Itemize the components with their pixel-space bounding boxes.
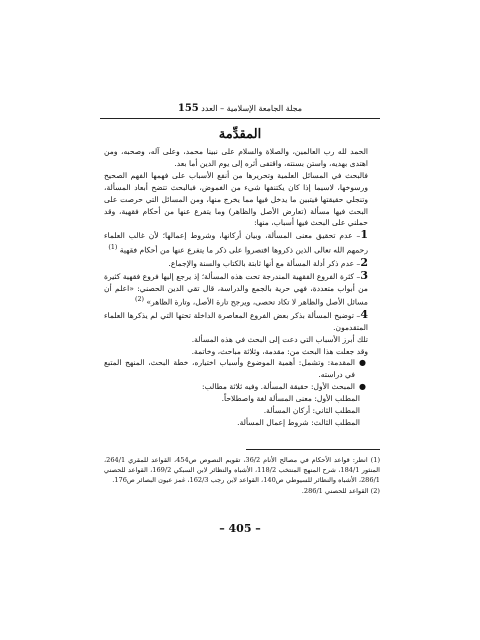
reason-text-2: – عدم ذكر أدلة المسألة مع أنها ثابتة بالكتاب والسنة والإجماع. bbox=[168, 258, 361, 268]
reason-number-2: 2 bbox=[360, 255, 368, 269]
subsection-1: المطلب الأول: معنى المسألة لغة واصطلاحاً. bbox=[221, 394, 360, 404]
section-title: المقدِّمة bbox=[218, 127, 262, 142]
subsection-3: المطلب الثالث: شروط إعمال المسألة. bbox=[237, 418, 360, 427]
reason-text-4: – توضيح المسألة بذكر بعض الفروع المعاصرة الداخلة تحتها التي لم يذكرها العلماء المتقدمون. bbox=[104, 310, 368, 332]
footnote-1: (1) انظر: قواعد الأحكام في مصالح الأنام 36/2، تقويم النصوص ص454، القواعد للمقري 264/1، المنثور 184/1، شرح المنهج المنتخب 118/2، الأشباه والنظائر لابن السبكي 169/2، القواعد للحصني 286/1، الأشباه والنظائر للسيوطي ص140، القواعد لابن رجب 162/3، غمز عيون البصائر ص176. bbox=[104, 456, 381, 485]
paragraph-motivation: فالبحث في المسائل العلمية وتحريرها من أنفع الأسباب على فهمها الفهم الصحيح ورسوخها، لاسيما إذا كان يكتنفها شيء من الغموض، فبالبحث تتضح أبعاد المسألة، وتنجلي حقيقتها فيتبين ما يدخل فيها مما يخرج منها، ومن المسائل التي حرصت على البحث فيها مسألة (تعارض الأصل والظاهر) وما يتفرع عنها من أحكام فقهية، وقد حملني على البحث فيها أسباب، منها: bbox=[104, 170, 368, 228]
subsection-2: المطلب الثاني: أركان المسألة. bbox=[263, 406, 360, 416]
reason-text-1: – عدم تحقيق معنى المسألة، وبيان أركانها، وشروط إعمالها؛ لأن غالب العلماء رحمهم الله تعالى الذين ذكروها اقتصروا على ذكر ما يتفرع عنها من أحكام فقهية bbox=[104, 231, 368, 255]
bullet-intro bbox=[104, 357, 380, 381]
paragraph-structure: وقد جعلت هذا البحث من: مقدمة، وثلاثة مباحث، وخاتمة. bbox=[191, 346, 368, 356]
bullet-icon: ● bbox=[359, 358, 366, 368]
reason-number-3: 3 bbox=[360, 268, 368, 282]
reason-text-3: – كثرة الفروع الفقهية المندرجة تحت هذه المسألة؛ إذ يرجع إليها فروع فقهية كثيرة من أبواب متعددة، فهي حرية بالجمع والدراسة، قال تقي الدين الحصني: «اعلم أن مسائل الأصل والظاهر لا تكاد تحصى، ويرجح تارة الأصل، وتارة الظاهر» bbox=[104, 271, 368, 307]
bullet-icon: ● bbox=[359, 382, 366, 392]
reason-number-4: 4 bbox=[360, 307, 368, 321]
reason-item-4 bbox=[104, 309, 380, 334]
footnote-ref-1[interactable]: (1) bbox=[108, 244, 118, 252]
footnote-2: (2) القواعد للحصني 286/1. bbox=[301, 486, 380, 495]
journal-title: مجلة الجامعة الإسلامية – العدد bbox=[198, 104, 303, 113]
reason-item-2 bbox=[104, 257, 380, 270]
issue-number: 155 bbox=[177, 103, 199, 114]
reason-item-3 bbox=[104, 270, 380, 309]
footnote-divider bbox=[246, 449, 380, 450]
paragraph-intro: الحمد لله رب العالمين، والصلاة والسلام على نبينا محمد، وعلى آله، وصحبه، ومن اهتدى بهديه، واستن بسنته، واقتفى أثره إلى يوم الدين أما بعد. bbox=[104, 147, 368, 168]
journal-header bbox=[100, 103, 380, 114]
reason-number-1: 1 bbox=[360, 228, 368, 242]
reason-item-1 bbox=[104, 229, 380, 256]
footnotes bbox=[104, 455, 380, 496]
header-divider bbox=[100, 118, 380, 119]
bullet-chapter-1 bbox=[104, 381, 380, 393]
footnote-ref-2[interactable]: (2) bbox=[134, 296, 144, 304]
body-text bbox=[104, 146, 380, 429]
bullet-intro-text: المقدمة: وتشمل: أهمية الموضوع وأسباب اختياره، خطة البحث، المنهج المتبع في دراسته. bbox=[104, 358, 356, 380]
page-number: – 405 – bbox=[219, 522, 261, 535]
paragraph-summary: تلك أبرز الأسباب التي دعت إلى البحث في هذه المسألة. bbox=[191, 334, 368, 344]
bullet-chapter-1-text: المبحث الأول: حقيقة المسألة. وفيه ثلاثة مطالب: bbox=[202, 382, 356, 392]
